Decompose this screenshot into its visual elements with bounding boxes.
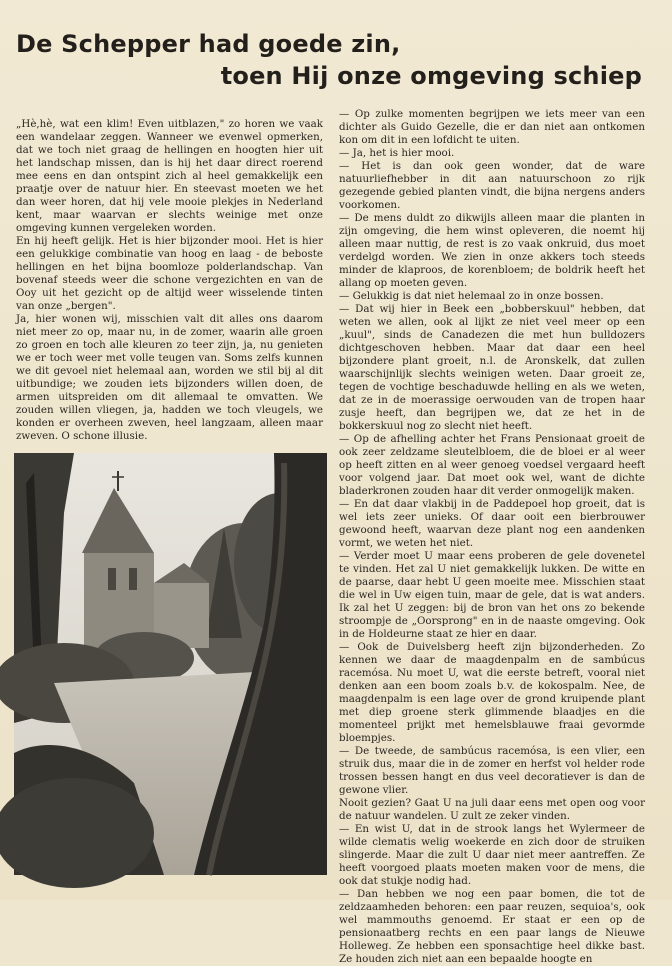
right-paragraph-6: — Dat wij hier in Beek een „bobberskuul" hebben, dat weten we allen, ook al lijkt ze niet veel meer op een „kuul", sinds de Canadezen die met hun bulldozers dichtgeschoven hebben. Maar dat daar een heel bijzondere plant groeit, n.l. de Aronskelk, dat zullen waarschijnlijk slechts weinigen weten. Daar groeit ze, tegen de vochtige beschaduwde helling en als we weten, dat ze in de moerassige oerwouden van de tropen haar zusje heeft, dan begrijpen we, dat ze het in de bokkerskuul nog zo slecht niet heeft. bbox=[339, 303, 645, 432]
headline bbox=[0, 0, 672, 100]
left-paragraph-3: Ja, hier wonen wij, misschien valt dit alles ons daarom niet meer zo op, maar nu, in de zomer, waarin alle groen zo groen en toch alle kleuren zo teer zijn, ja, nu genieten we er toch weer met volle teugen van. Soms zelfs kunnen we dit gevoel niet helemaal aan, worden we stil bij al dit uitbundige; we zouden iets bijzonders willen doen, de armen uitspreiden om dit allemaal te omvatten. We zouden willen vliegen, ja, hadden we toch vleugels, we konden er overheen zweven, heel langzaam, alleen maar zweven. O schone illusie. bbox=[16, 313, 323, 442]
church-photo bbox=[14, 453, 327, 875]
left-paragraph-1: „Hè,hè, wat een klim! Even uitblazen," zo horen we vaak een wandelaar zeggen. Wanneer we evenwel opmerken, dat we toch niet graag de hellingen en hoogten hier uit het landschap missen, dan is hij het daar direct roerend mee eens en dan ontspint zich al heel gemakkelijk een praatje over de natuur hier. En steevast moeten we het dan weer horen, dat hij vele mooie plekjes in Nederland kent, maar waarvan er slechts weinige met onze omgeving kunnen vergeleken worden. bbox=[16, 118, 323, 234]
right-column bbox=[339, 108, 645, 965]
headline-line-1: De Schepper had goede zin, bbox=[16, 30, 401, 58]
right-paragraph-12: Nooit gezien? Gaat U na juli daar eens met open oog voor de natuur wandelen. U zult ze zeker vinden. bbox=[339, 797, 645, 822]
right-paragraph-4: — De mens duldt zo dikwijls alleen maar die planten in zijn omgeving, die hem winst opleveren, die noemt hij alleen maar nuttig, de rest is zo vaak onkruid, dus moet verdelgd worden. We zien in onze akkers toch steeds minder de klaproos, de korenbloem; de boldrik heeft het allang op moeten geven. bbox=[339, 212, 645, 289]
right-paragraph-9: — Verder moet U maar eens proberen de gele dovenetel te vinden. Het zal U niet gemakkelijk lukken. De witte en de paarse, daar hebt U geen moeite mee. Misschien staat die wel in Uw eigen tuin, maar de gele, dat is wat anders. Ik zal het U zeggen: bij de bron van het ons zo bekende stroompje de „Oorsprong" en in de naaste omgeving. Ook in de Holdeurne staat ze hier en daar. bbox=[339, 550, 645, 640]
right-paragraph-2: — Ja, het is hier mooi. bbox=[339, 147, 455, 159]
right-paragraph-8: — En dat daar vlakbij in de Paddepoel hop groeit, dat is wel iets zeer unieks. Of daar ooit een bierbrouwer gewoond heeft, waarvan deze plant nog een aandenken vormt, we weten het niet. bbox=[339, 498, 645, 549]
right-paragraph-14: — Dan hebben we nog een paar bomen, die tot de zeldzaamheden behoren: een paar reuzen, sequioa's, ook wel mammouths genoemd. Er staat er een op de pensionaatberg rechts en een paar langs de Nieuwe Holleweg. Ze hebben een sponsachtige heel dikke bast. Ze houden zich niet aan een bepaalde hoogte en bbox=[339, 888, 645, 965]
right-paragraph-5: — Gelukkig is dat niet helemaal zo in onze bossen. bbox=[339, 290, 604, 302]
left-column bbox=[16, 118, 323, 448]
right-paragraph-3: — Het is dan ook geen wonder, dat de ware natuurliefhebber in dit aan natuurschoon zo rijk gezegende gebied planten vindt, die bijna nergens anders voorkomen. bbox=[339, 160, 645, 211]
headline-line-2: toen Hij onze omgeving schiep bbox=[220, 62, 642, 90]
right-paragraph-10: — Ook de Duivelsberg heeft zijn bijzonderheden. Zo kennen we daar de maagdenpalm en de sambúcus racemósa. Nu moet U, wat die eerste betreft, vooral niet denken aan een boom zoals b.v. de kokospalm. Nee, de maagdenpalm is een lage over de grond kruipende plant met diep groene sterk glimmende blaadjes en die momenteel prijkt met hemelsblauwe fraai gevormde bloempjes. bbox=[339, 641, 645, 744]
right-paragraph-1: — Op zulke momenten begrijpen we iets meer van een dichter als Guido Gezelle, die er dan niet aan ontkomen kon om dit in een lofdicht te uiten. bbox=[339, 108, 645, 146]
right-paragraph-7: — Op de afhelling achter het Frans Pensionaat groeit de ook zeer zeldzame sleutelbloem, die de bloei er al weer op heeft zitten en al weer genoeg voedsel vergaard heeft voor volgend jaar. Dat moet ook wel, want de dichte bladerkronen zouden haar dit verder onmogelijk maken. bbox=[339, 433, 645, 497]
left-paragraph-2: En hij heeft gelijk. Het is hier bijzonder mooi. Het is hier een gelukkige combinatie van hoog en laag - de beboste hellingen en het bijna boomloze polderlandschap. Van bovenaf steeds weer die schone vergezichten en van de Ooy uit het gezicht op de altijd weer wisselende tinten van onze „bergen". bbox=[16, 235, 323, 312]
right-paragraph-11: — De tweede, de sambúcus racemósa, is een vlier, een struik dus, maar die in de zomer en herfst vol helder rode trossen bessen hangt en dus veel decoratiever is dan de gewone vlier. bbox=[339, 745, 645, 796]
right-paragraph-13: — En wist U, dat in de strook langs het Wylermeer de wilde clematis welig woekerde en zich door de struiken slingerde. Maar die zult U daar niet meer aantreffen. Ze heeft voorgoed plaats moeten maken voor de mens, die ook dat stukje nodig had. bbox=[339, 823, 645, 887]
